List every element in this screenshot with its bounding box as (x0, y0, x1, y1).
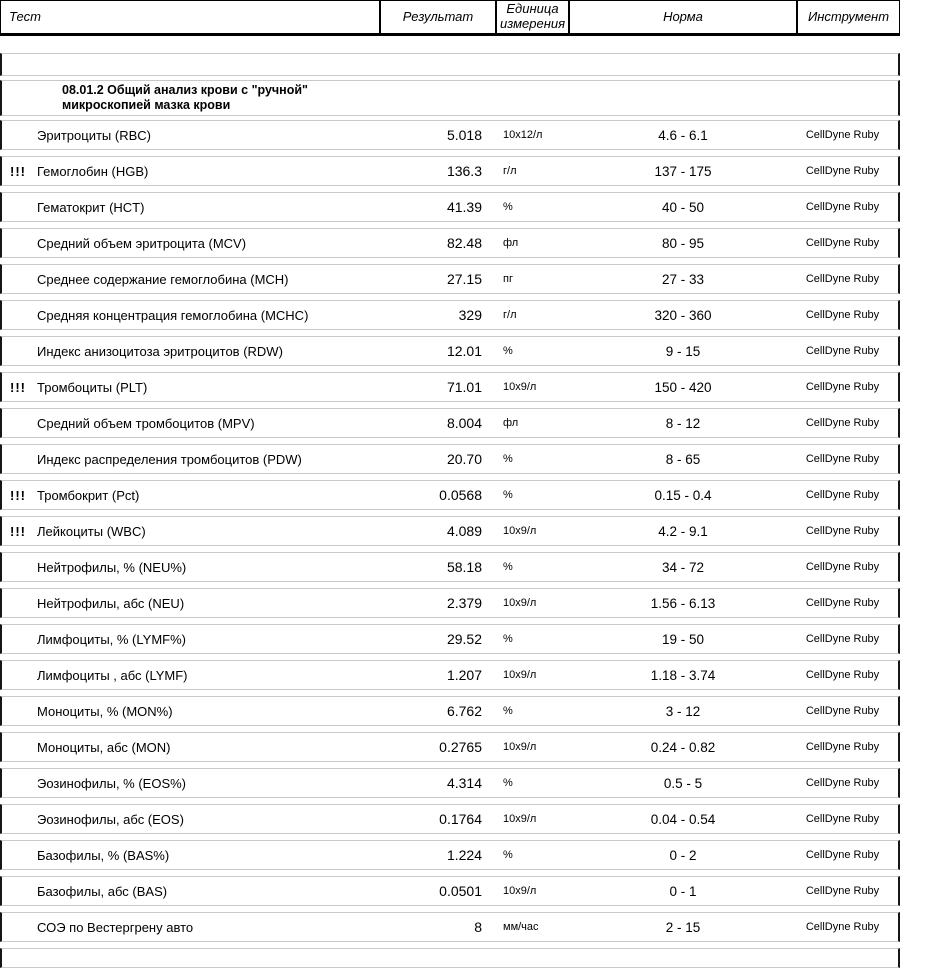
test-name: Гематокрит (HCT) (37, 199, 145, 215)
results-table-body (0, 120, 900, 942)
measurement-unit: 10x9/л (503, 525, 537, 537)
abnormal-flag: !!! (10, 379, 26, 395)
result-value: 8 (474, 919, 482, 935)
test-name: Тромбоциты (PLT) (37, 379, 148, 395)
measurement-unit: 10x9/л (503, 669, 537, 681)
test-name: Эритроциты (RBC) (37, 127, 151, 143)
table-row (0, 732, 900, 762)
measurement-unit: % (503, 345, 513, 357)
column-header-test: Тест (9, 8, 41, 24)
instrument-name: CellDyne Ruby (805, 921, 880, 933)
reference-range: 0.15 - 0.4 (654, 487, 712, 503)
result-value: 0.0568 (439, 487, 482, 503)
table-row (0, 804, 900, 834)
test-name: Гемоглобин (HGB) (37, 163, 149, 179)
result-value: 8.004 (446, 415, 482, 431)
result-value: 5.018 (446, 127, 482, 143)
test-name: Базофилы, % (BAS%) (37, 847, 170, 863)
table-row (0, 120, 900, 150)
result-value: 0.0501 (439, 883, 482, 899)
reference-range: 0 - 2 (669, 847, 697, 863)
test-name: Моноциты, % (MON%) (37, 703, 173, 719)
instrument-name: CellDyne Ruby (805, 669, 880, 681)
measurement-unit: % (503, 849, 513, 861)
instrument-name: CellDyne Ruby (805, 453, 880, 465)
test-name: Эозинофилы, % (EOS%) (37, 775, 187, 791)
test-name: Средняя концентрация гемоглобина (MCHC) (37, 307, 309, 323)
result-value: 1.224 (446, 847, 482, 863)
reference-range: 137 - 175 (654, 163, 712, 179)
instrument-name: CellDyne Ruby (805, 597, 880, 609)
header-gap (0, 36, 900, 53)
instrument-name: CellDyne Ruby (805, 561, 880, 573)
instrument-name: CellDyne Ruby (805, 345, 880, 357)
reference-range: 3 - 12 (665, 703, 701, 719)
instrument-name: CellDyne Ruby (805, 633, 880, 645)
result-value: 4.089 (446, 523, 482, 539)
test-name: Лейкоциты (WBC) (37, 523, 146, 539)
reference-range: 9 - 15 (665, 343, 701, 359)
table-row (0, 264, 900, 294)
test-name: Нейтрофилы, % (NEU%) (37, 559, 187, 575)
table-row (0, 876, 900, 906)
table-row (0, 156, 900, 186)
section-title (2, 83, 308, 113)
instrument-name: CellDyne Ruby (805, 273, 880, 285)
test-name: Нейтрофилы, абс (NEU) (37, 595, 185, 611)
column-header-instrument: Инструмент (796, 1, 899, 33)
column-header-norm: Норма (568, 1, 796, 33)
reference-range: 80 - 95 (661, 235, 705, 251)
reference-range: 4.2 - 9.1 (658, 523, 708, 539)
table-row (0, 624, 900, 654)
reference-range: 40 - 50 (661, 199, 705, 215)
table-row (0, 552, 900, 582)
result-value: 20.70 (446, 451, 482, 467)
instrument-name: CellDyne Ruby (805, 201, 880, 213)
measurement-unit: пг (503, 273, 513, 285)
reference-range: 8 - 12 (665, 415, 701, 431)
test-name: Эозинофилы, абс (EOS) (37, 811, 184, 827)
instrument-name: CellDyne Ruby (805, 417, 880, 429)
table-row (0, 588, 900, 618)
result-value: 1.207 (446, 667, 482, 683)
reference-range: 27 - 33 (661, 271, 705, 287)
instrument-name: CellDyne Ruby (805, 165, 880, 177)
test-name: Среднее содержание гемоглобина (MCH) (37, 271, 289, 287)
reference-range: 320 - 360 (654, 307, 712, 323)
measurement-unit: 10x12/л (503, 129, 543, 141)
table-row (0, 840, 900, 870)
test-name: Лимфоциты, % (LYMF%) (37, 631, 186, 647)
table-row (0, 408, 900, 438)
table-row (0, 372, 900, 402)
measurement-unit: г/л (503, 309, 517, 321)
result-value: 82.48 (446, 235, 482, 251)
measurement-unit: 10x9/л (503, 381, 537, 393)
reference-range: 34 - 72 (661, 559, 705, 575)
column-header-result: Результат (379, 1, 495, 33)
reference-range: 2 - 15 (665, 919, 701, 935)
table-header-row (0, 0, 900, 36)
result-value: 27.15 (446, 271, 482, 287)
measurement-unit: фл (503, 417, 519, 429)
test-name: Средний объем тромбоцитов (MPV) (37, 415, 255, 431)
measurement-unit: % (503, 777, 513, 789)
result-value: 29.52 (446, 631, 482, 647)
instrument-name: CellDyne Ruby (805, 309, 880, 321)
empty-row-partial (0, 948, 900, 968)
test-name: Тромбокрит (Pct) (37, 487, 140, 503)
test-name: Средний объем эритроцита (MCV) (37, 235, 247, 251)
section-header-row (0, 80, 900, 116)
table-row (0, 228, 900, 258)
table-row (0, 696, 900, 726)
test-name: Индекс анизоцитоза эритроцитов (RDW) (37, 343, 283, 359)
instrument-name: CellDyne Ruby (805, 705, 880, 717)
reference-range: 4.6 - 6.1 (658, 127, 708, 143)
measurement-unit: % (503, 705, 513, 717)
table-row (0, 300, 900, 330)
instrument-name: CellDyne Ruby (805, 813, 880, 825)
result-value: 58.18 (446, 559, 482, 575)
reference-range: 0.04 - 0.54 (650, 811, 716, 827)
instrument-name: CellDyne Ruby (805, 525, 880, 537)
abnormal-flag: !!! (10, 523, 26, 539)
instrument-name: CellDyne Ruby (805, 381, 880, 393)
table-row (0, 660, 900, 690)
table-row (0, 480, 900, 510)
section-title-line1: 08.01.2 Общий анализ крови с "ручной" (62, 83, 308, 97)
column-header-unit: Единица измерения (495, 1, 568, 33)
test-name: Базофилы, абс (BAS) (37, 883, 168, 899)
test-name: Индекс распределения тромбоцитов (PDW) (37, 451, 302, 467)
table-row (0, 516, 900, 546)
reference-range: 19 - 50 (661, 631, 705, 647)
reference-range: 0.24 - 0.82 (650, 739, 716, 755)
reference-range: 0 - 1 (669, 883, 697, 899)
measurement-unit: 10x9/л (503, 741, 537, 753)
measurement-unit: г/л (503, 165, 517, 177)
result-value: 136.3 (446, 163, 482, 179)
result-value: 71.01 (446, 379, 482, 395)
instrument-name: CellDyne Ruby (805, 237, 880, 249)
measurement-unit: % (503, 201, 513, 213)
result-value: 329 (458, 307, 482, 323)
reference-range: 1.56 - 6.13 (650, 595, 716, 611)
measurement-unit: % (503, 633, 513, 645)
measurement-unit: 10x9/л (503, 597, 537, 609)
measurement-unit: фл (503, 237, 519, 249)
instrument-name: CellDyne Ruby (805, 777, 880, 789)
instrument-name: CellDyne Ruby (805, 489, 880, 501)
measurement-unit: % (503, 489, 513, 501)
abnormal-flag: !!! (10, 487, 26, 503)
table-row (0, 444, 900, 474)
result-value: 12.01 (446, 343, 482, 359)
table-row (0, 768, 900, 798)
table-row (0, 912, 900, 942)
section-title-line2: микроскопией мазка крови (62, 98, 231, 112)
result-value: 0.2765 (439, 739, 482, 755)
reference-range: 150 - 420 (654, 379, 712, 395)
test-name: Лимфоциты , абс (LYMF) (37, 667, 188, 683)
result-value: 2.379 (446, 595, 482, 611)
reference-range: 0.5 - 5 (663, 775, 703, 791)
instrument-name: CellDyne Ruby (805, 741, 880, 753)
result-value: 6.762 (446, 703, 482, 719)
test-name: СОЭ по Вестергрену авто (37, 919, 194, 935)
reference-range: 1.18 - 3.74 (650, 667, 716, 683)
result-value: 41.39 (446, 199, 482, 215)
measurement-unit: 10x9/л (503, 813, 537, 825)
table-row (0, 192, 900, 222)
measurement-unit: % (503, 561, 513, 573)
result-value: 0.1764 (439, 811, 482, 827)
reference-range: 8 - 65 (665, 451, 701, 467)
instrument-name: CellDyne Ruby (805, 885, 880, 897)
measurement-unit: мм/час (503, 921, 539, 933)
instrument-name: CellDyne Ruby (805, 129, 880, 141)
table-row (0, 336, 900, 366)
empty-row (0, 53, 900, 76)
measurement-unit: % (503, 453, 513, 465)
measurement-unit: 10x9/л (503, 885, 537, 897)
instrument-name: CellDyne Ruby (805, 849, 880, 861)
result-value: 4.314 (446, 775, 482, 791)
abnormal-flag: !!! (10, 163, 26, 179)
test-name: Моноциты, абс (MON) (37, 739, 171, 755)
